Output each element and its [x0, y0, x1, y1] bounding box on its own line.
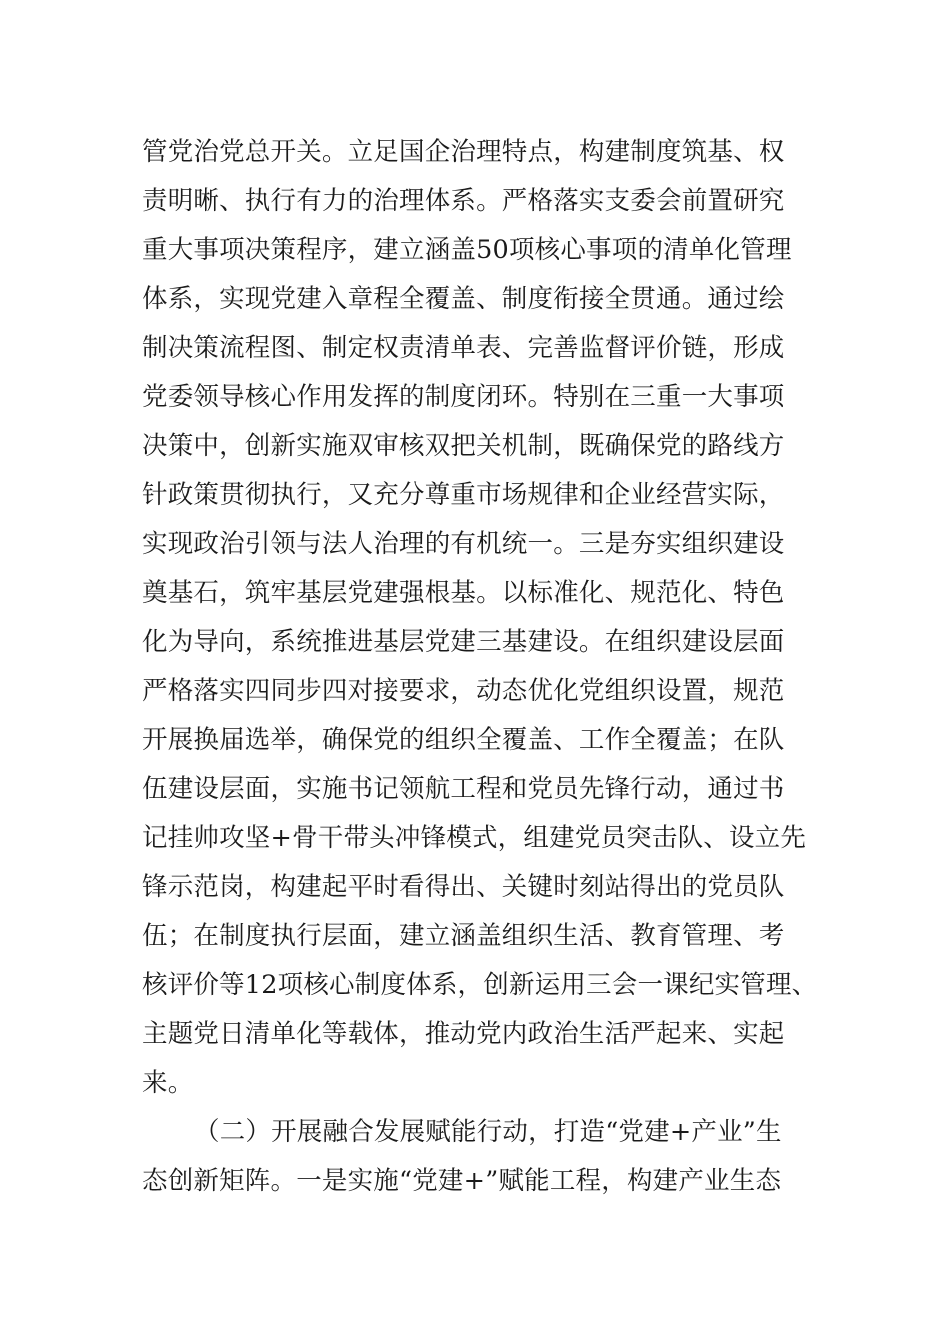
text-line: 开展换届选举，确保党的组织全覆盖、工作全覆盖；在队 — [142, 725, 785, 755]
text-line: 决策中，创新实施双审核双把关机制，既确保党的路线方 — [142, 431, 785, 461]
section-heading-line: （二）开展融合发展赋能行动，打造“党建+产业”生 — [194, 1117, 782, 1147]
text-line: 记挂帅攻坚+骨干带头冲锋模式，组建党员突击队、设立先 — [142, 823, 807, 853]
text-line: 核评价等12项核心制度体系，创新运用三会一课纪实管理、 — [142, 970, 818, 1000]
text-line: 严格落实四同步四对接要求，动态优化党组织设置，规范 — [142, 676, 785, 706]
text-line: 党委领导核心作用发挥的制度闭环。特别在三重一大事项 — [142, 382, 785, 412]
text-line: 制决策流程图、制定权责清单表、完善监督评价链，形成 — [142, 333, 785, 363]
text-line: 重大事项决策程序，建立涵盖50项核心事项的清单化管理 — [142, 235, 792, 265]
text-line: 管党治党总开关。立足国企治理特点，构建制度筑基、权 — [142, 137, 785, 167]
text-line: 体系，实现党建入章程全覆盖、制度衔接全贯通。通过绘 — [142, 284, 785, 314]
text-line: 来。 — [142, 1068, 194, 1098]
text-line: 伍；在制度执行层面，建立涵盖组织生活、教育管理、考 — [142, 921, 785, 951]
text-line: 态创新矩阵。一是实施“党建+”赋能工程，构建产业生态 — [142, 1166, 782, 1196]
body-text — [142, 128, 862, 1206]
text-line: 锋示范岗，构建起平时看得出、关键时刻站得出的党员队 — [142, 872, 785, 902]
text-line: 主题党日清单化等载体，推动党内政治生活严起来、实起 — [142, 1019, 785, 1049]
text-line: 化为导向，系统推进基层党建三基建设。在组织建设层面 — [142, 627, 785, 657]
text-line: 针政策贯彻执行，又充分尊重市场规律和企业经营实际， — [142, 480, 785, 510]
text-line: 实现政治引领与法人治理的有机统一。三是夯实组织建设 — [142, 529, 785, 559]
text-line: 伍建设层面，实施书记领航工程和党员先锋行动，通过书 — [142, 774, 785, 804]
text-line: 奠基石，筑牢基层党建强根基。以标准化、规范化、特色 — [142, 578, 785, 608]
text-line: 责明晰、执行有力的治理体系。严格落实支委会前置研究 — [142, 186, 785, 216]
